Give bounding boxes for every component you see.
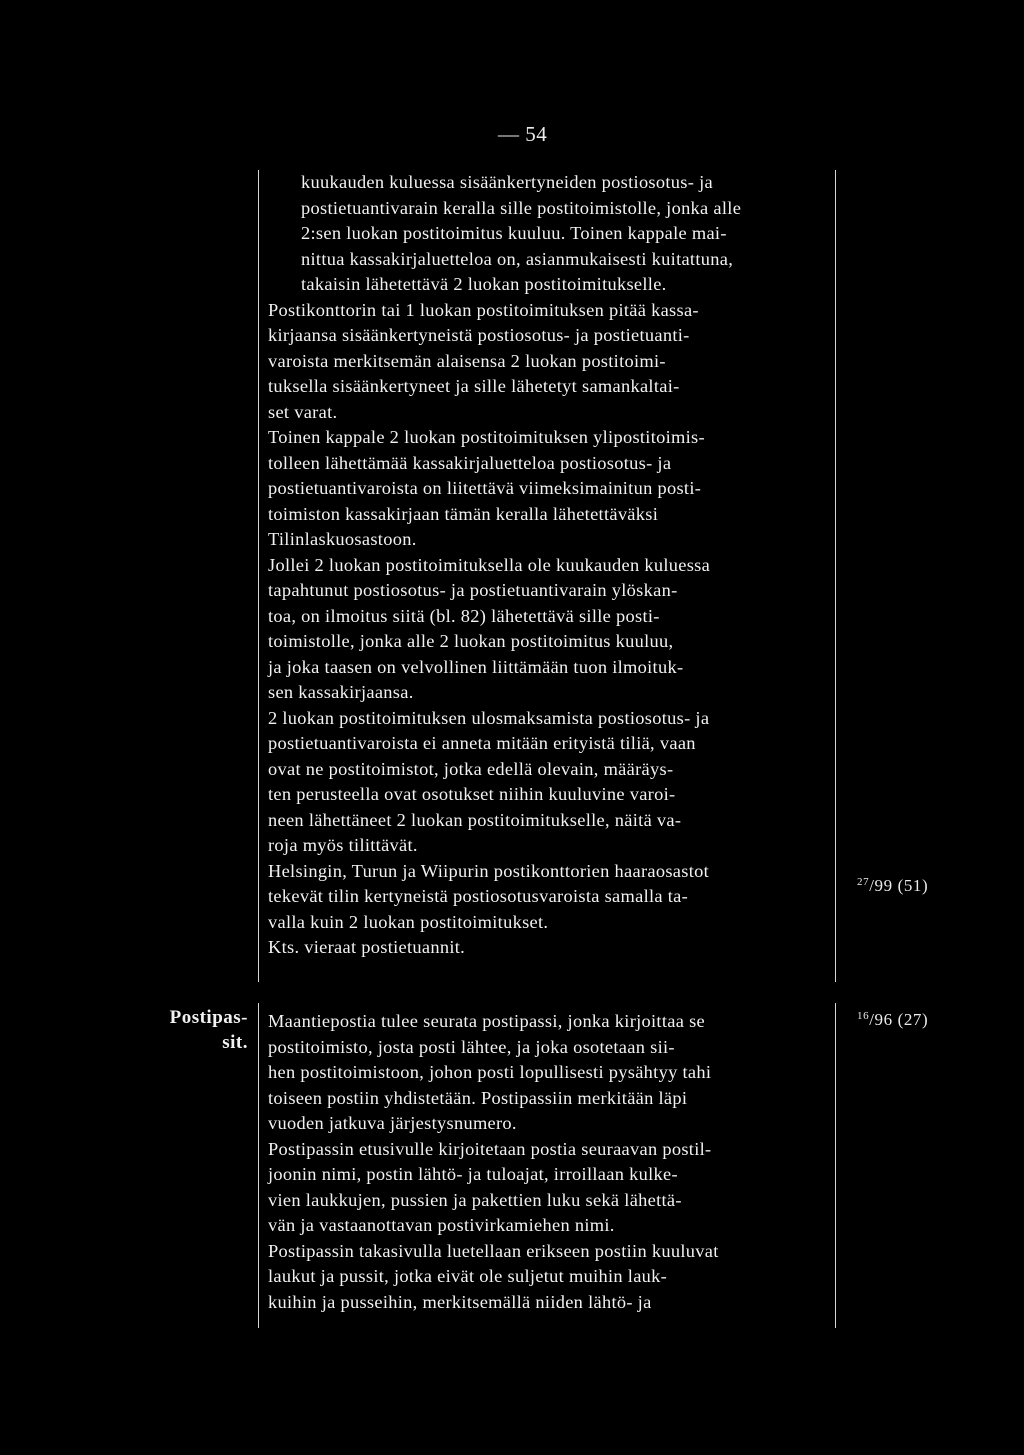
text-line: vuoden jatkuva järjestysnumero. <box>268 1113 517 1133</box>
margin-reference-rest: /99 (51) <box>869 876 929 895</box>
text-line: tuksella sisäänkertyneet ja sille lähetetyt samankaltai- <box>268 376 680 396</box>
section-2-right-rule <box>835 1003 836 1328</box>
paragraph <box>268 1009 833 1137</box>
text-line: vän ja vastaanottavan postivirkamiehen nimi. <box>268 1215 615 1235</box>
section-heading <box>130 1005 248 1055</box>
text-line: Maantiepostia tulee seurata postipassi, jonka kirjoittaa se <box>268 1011 705 1031</box>
margin-reference-2 <box>857 1010 928 1030</box>
paragraph <box>268 859 833 961</box>
text-line: joonin nimi, postin lähtö- ja tuloajat, irroillaan kulke- <box>268 1164 678 1184</box>
text-line: valla kuin 2 luokan postitoimitukset. <box>268 911 549 932</box>
section-heading-line: Postipas- <box>169 1007 248 1028</box>
text-line: tekevät tilin kertyneistä postiosotusvaroista samalla ta- <box>268 886 689 906</box>
margin-reference-1 <box>857 876 928 896</box>
text-line: 2 luokan postitoimituksen ulosmaksamista postiosotus- ja <box>268 707 710 728</box>
text-line: neen lähettäneet 2 luokan postitoimitukselle, näitä va- <box>268 809 682 830</box>
text-line: toiseen postiin yhdistetään. Postipassiin merkitään läpi <box>268 1087 688 1108</box>
text-line: toimistolle, jonka alle 2 luokan postitoimitus kuuluu, <box>268 631 674 651</box>
margin-reference-sup: 16 <box>857 1010 870 1022</box>
text-line: tolleen lähettämää kassakirjaluetteloa postiosotus- ja <box>268 452 672 473</box>
text-line: set varat. <box>268 401 338 422</box>
text-line: postitoimisto, josta posti lähtee, ja joka osotetaan sii- <box>268 1036 675 1057</box>
text-line: laukut ja pussit, jotka eivät ole suljetut muihin lauk- <box>268 1266 668 1286</box>
text-line: Postikonttorin tai 1 luokan postitoimituksen pitää kassa- <box>268 299 699 320</box>
margin-reference-sup: 27 <box>857 876 870 888</box>
text-line: Kts. vieraat postietuannit. <box>268 937 466 957</box>
text-line: Tilinlaskuosastoon. <box>268 529 417 549</box>
section-2-text <box>268 1009 833 1315</box>
text-line: kirjaansa sisäänkertyneistä postiosotus- ja postietuanti- <box>268 325 690 345</box>
text-line: Toinen kappale 2 luokan postitoimituksen ylipostitoimis- <box>268 427 705 447</box>
text-line: ten perusteella ovat osotukset niihin kuuluvine varoi- <box>268 784 676 804</box>
text-line: roja myös tilittävät. <box>268 835 418 855</box>
paragraph <box>268 1239 833 1316</box>
text-line: ja joka taasen on velvollinen liittämään tuon ilmoituk- <box>268 656 684 677</box>
section-2-left-rule <box>258 1003 259 1328</box>
text-line: postietuantivaroista on liitettävä viimeksimainitun posti- <box>268 478 702 498</box>
paragraph <box>268 425 833 553</box>
text-line: 2:sen luokan postitoimitus kuuluu. Toinen kappale mai- <box>301 223 727 243</box>
text-line: Jollei 2 luokan postitoimituksella ole kuukauden kuluessa <box>268 554 711 575</box>
text-line: varoista merkitsemän alaisensa 2 luokan postitoimi- <box>268 350 666 371</box>
text-line: postietuantivarain keralla sille postitoimistolle, jonka alle <box>301 197 742 218</box>
paragraph <box>268 1137 833 1239</box>
section-1-right-rule <box>835 170 836 982</box>
paragraph <box>268 553 833 706</box>
text-line: tapahtunut postiosotus- ja postietuantivarain ylöskan- <box>268 580 678 600</box>
text-line: Postipassin etusivulle kirjoitetaan postia seuraavan postil- <box>268 1138 712 1159</box>
text-line: toa, on ilmoitus siitä (bl. 82) lähetettävä sille posti- <box>268 605 660 626</box>
text-line: kuukauden kuluessa sisäänkertyneiden postiosotus- ja <box>301 172 713 192</box>
text-line: Postipassin takasivulla luetellaan erikseen postiin kuuluvat <box>268 1240 719 1261</box>
text-line: nittua kassakirjaluetteloa on, asianmukaisesti kuitattuna, <box>301 248 734 269</box>
text-line: vien laukkujen, pussien ja pakettien luku sekä lähettä- <box>268 1189 682 1210</box>
paragraph <box>268 298 833 426</box>
text-line: takaisin lähetettävä 2 luokan postitoimitukselle. <box>301 274 667 294</box>
text-line: kuihin ja pusseihin, merkitsemällä niiden lähtö- ja <box>268 1291 652 1312</box>
section-1-left-rule <box>258 170 259 982</box>
section-heading-line: sit. <box>222 1032 248 1053</box>
continuation-paragraph <box>268 170 833 298</box>
text-line: ovat ne postitoimistot, jotka edellä olevain, määräys- <box>268 758 674 779</box>
text-line: postietuantivaroista ei anneta mitään erityistä tiliä, vaan <box>268 733 696 753</box>
text-line: Helsingin, Turun ja Wiipurin postikonttorien haaraosastot <box>268 860 710 881</box>
text-line: hen postitoimistoon, johon posti lopullisesti pysähtyy tahi <box>268 1062 712 1082</box>
paragraph <box>268 706 833 859</box>
text-line: toimiston kassakirjaan tämän keralla lähetettäväksi <box>268 503 659 524</box>
section-1-text <box>268 170 833 961</box>
page-number: — 54 <box>498 122 548 146</box>
text-line: sen kassakirjaansa. <box>268 682 414 702</box>
margin-reference-rest: /96 (27) <box>869 1010 929 1029</box>
